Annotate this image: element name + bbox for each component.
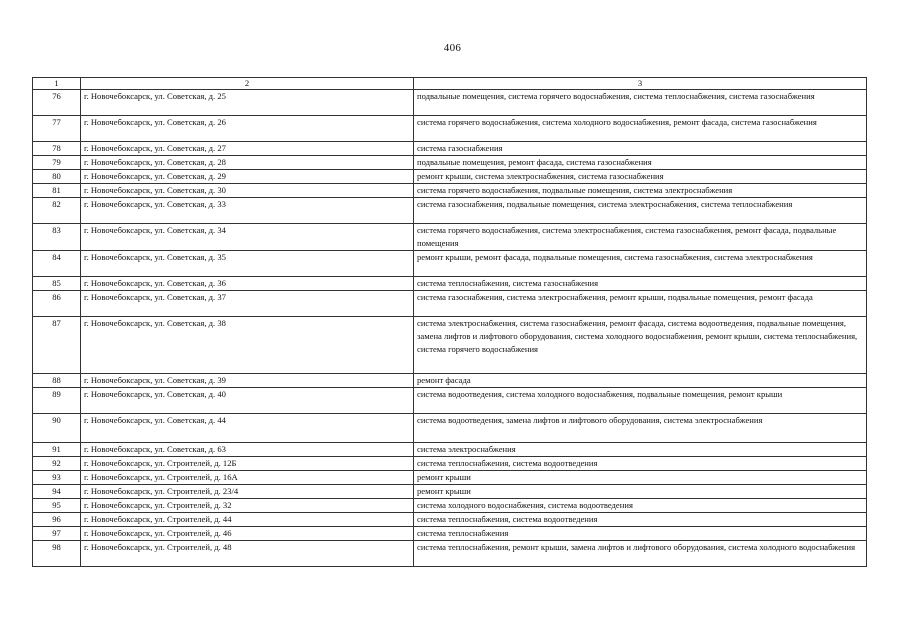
row-number-cell: 88	[33, 374, 81, 388]
table-row	[33, 499, 867, 513]
table-row	[33, 198, 867, 224]
row-number-cell: 97	[33, 527, 81, 541]
works-cell: система электроснабжения, система газоснабжения, ремонт фасада, система водоотведения, подвальные помещения, замена лифтов и лифтового оборудования, система холодного водоснабжения, ремонт крыши, система теплоснабжения, система горячего водоснабжения	[414, 317, 867, 374]
table-row	[33, 541, 867, 567]
header-cell-works: 3	[414, 78, 867, 90]
address-cell: г. Новочебоксарск, ул. Строителей, д. 44	[81, 513, 414, 527]
row-number-cell: 94	[33, 485, 81, 499]
header-cell-number: 1	[33, 78, 81, 90]
row-number-cell: 95	[33, 499, 81, 513]
row-number-cell: 82	[33, 198, 81, 224]
row-number-cell: 78	[33, 142, 81, 156]
works-cell: ремонт крыши	[414, 471, 867, 485]
works-cell: система теплоснабжения, система водоотведения	[414, 513, 867, 527]
address-cell: г. Новочебоксарск, ул. Советская, д. 35	[81, 251, 414, 277]
address-cell: г. Новочебоксарск, ул. Советская, д. 33	[81, 198, 414, 224]
address-cell: г. Новочебоксарск, ул. Советская, д. 27	[81, 142, 414, 156]
table-row	[33, 471, 867, 485]
works-cell: система газоснабжения, система электроснабжения, ремонт крыши, подвальные помещения, ремонт фасада	[414, 291, 867, 317]
table-row	[33, 414, 867, 443]
works-cell: система электроснабжения	[414, 443, 867, 457]
address-cell: г. Новочебоксарск, ул. Строителей, д. 48	[81, 541, 414, 567]
table-row	[33, 374, 867, 388]
table-row	[33, 527, 867, 541]
address-cell: г. Новочебоксарск, ул. Советская, д. 39	[81, 374, 414, 388]
table-header-row	[33, 78, 867, 90]
row-number-cell: 80	[33, 170, 81, 184]
address-cell: г. Новочебоксарск, ул. Строителей, д. 23/4	[81, 485, 414, 499]
address-cell: г. Новочебоксарск, ул. Строителей, д. 16А	[81, 471, 414, 485]
address-cell: г. Новочебоксарск, ул. Советская, д. 28	[81, 156, 414, 170]
row-number-cell: 92	[33, 457, 81, 471]
row-number-cell: 89	[33, 388, 81, 414]
table-row	[33, 388, 867, 414]
works-cell: подвальные помещения, ремонт фасада, система газоснабжения	[414, 156, 867, 170]
table-row	[33, 485, 867, 499]
header-cell-address: 2	[81, 78, 414, 90]
address-cell: г. Новочебоксарск, ул. Советская, д. 37	[81, 291, 414, 317]
row-number-cell: 87	[33, 317, 81, 374]
table-row	[33, 251, 867, 277]
table-row	[33, 116, 867, 142]
address-cell: г. Новочебоксарск, ул. Советская, д. 38	[81, 317, 414, 374]
table-row	[33, 277, 867, 291]
row-number-cell: 84	[33, 251, 81, 277]
works-cell: ремонт крыши, ремонт фасада, подвальные помещения, система газоснабжения, система электроснабжения	[414, 251, 867, 277]
works-table	[32, 77, 867, 567]
row-number-cell: 77	[33, 116, 81, 142]
row-number-cell: 81	[33, 184, 81, 198]
works-cell: ремонт фасада	[414, 374, 867, 388]
works-cell: система теплоснабжения, система водоотведения	[414, 457, 867, 471]
address-cell: г. Новочебоксарск, ул. Советская, д. 34	[81, 224, 414, 251]
row-number-cell: 86	[33, 291, 81, 317]
works-cell: ремонт крыши, система электроснабжения, система газоснабжения	[414, 170, 867, 184]
row-number-cell: 90	[33, 414, 81, 443]
address-cell: г. Новочебоксарск, ул. Советская, д. 40	[81, 388, 414, 414]
row-number-cell: 79	[33, 156, 81, 170]
table-row	[33, 513, 867, 527]
works-cell: система газоснабжения, подвальные помещения, система электроснабжения, система теплоснабжения	[414, 198, 867, 224]
works-cell: система теплоснабжения, система газоснабжения	[414, 277, 867, 291]
table-row	[33, 224, 867, 251]
address-cell: г. Новочебоксарск, ул. Строителей, д. 32	[81, 499, 414, 513]
table-row	[33, 184, 867, 198]
row-number-cell: 93	[33, 471, 81, 485]
works-cell: система горячего водоснабжения, система холодного водоснабжения, ремонт фасада, система газоснабжения	[414, 116, 867, 142]
row-number-cell: 91	[33, 443, 81, 457]
table-row	[33, 90, 867, 116]
table-row	[33, 443, 867, 457]
works-cell: система теплоснабжения, ремонт крыши, замена лифтов и лифтового оборудования, система холодного водоснабжения	[414, 541, 867, 567]
page-number: 406	[443, 42, 462, 54]
works-cell: система газоснабжения	[414, 142, 867, 156]
works-cell: система водоотведения, замена лифтов и лифтового оборудования, система электроснабжения	[414, 414, 867, 443]
address-cell: г. Новочебоксарск, ул. Советская, д. 26	[81, 116, 414, 142]
table-body	[33, 78, 867, 567]
address-cell: г. Новочебоксарск, ул. Советская, д. 63	[81, 443, 414, 457]
works-cell: система водоотведения, система холодного водоснабжения, подвальные помещения, ремонт крыши	[414, 388, 867, 414]
address-cell: г. Новочебоксарск, ул. Советская, д. 36	[81, 277, 414, 291]
works-cell: система горячего водоснабжения, подвальные помещения, система электроснабжения	[414, 184, 867, 198]
table-row	[33, 457, 867, 471]
address-cell: г. Новочебоксарск, ул. Советская, д. 25	[81, 90, 414, 116]
works-cell: система горячего водоснабжения, система электроснабжения, система газоснабжения, ремонт фасада, подвальные помещения	[414, 224, 867, 251]
works-cell: система холодного водоснабжения, система водоотведения	[414, 499, 867, 513]
table-row	[33, 317, 867, 374]
works-cell: система теплоснабжения	[414, 527, 867, 541]
row-number-cell: 76	[33, 90, 81, 116]
address-cell: г. Новочебоксарск, ул. Строителей, д. 12Б	[81, 457, 414, 471]
row-number-cell: 85	[33, 277, 81, 291]
row-number-cell: 98	[33, 541, 81, 567]
address-cell: г. Новочебоксарск, ул. Советская, д. 44	[81, 414, 414, 443]
address-cell: г. Новочебоксарск, ул. Советская, д. 29	[81, 170, 414, 184]
address-cell: г. Новочебоксарск, ул. Советская, д. 30	[81, 184, 414, 198]
table-row	[33, 156, 867, 170]
row-number-cell: 83	[33, 224, 81, 251]
works-cell: подвальные помещения, система горячего водоснабжения, система теплоснабжения, система газоснабжения	[414, 90, 867, 116]
address-cell: г. Новочебоксарск, ул. Строителей, д. 46	[81, 527, 414, 541]
table-row	[33, 142, 867, 156]
table-row	[33, 291, 867, 317]
row-number-cell: 96	[33, 513, 81, 527]
works-cell: ремонт крыши	[414, 485, 867, 499]
table-row	[33, 170, 867, 184]
